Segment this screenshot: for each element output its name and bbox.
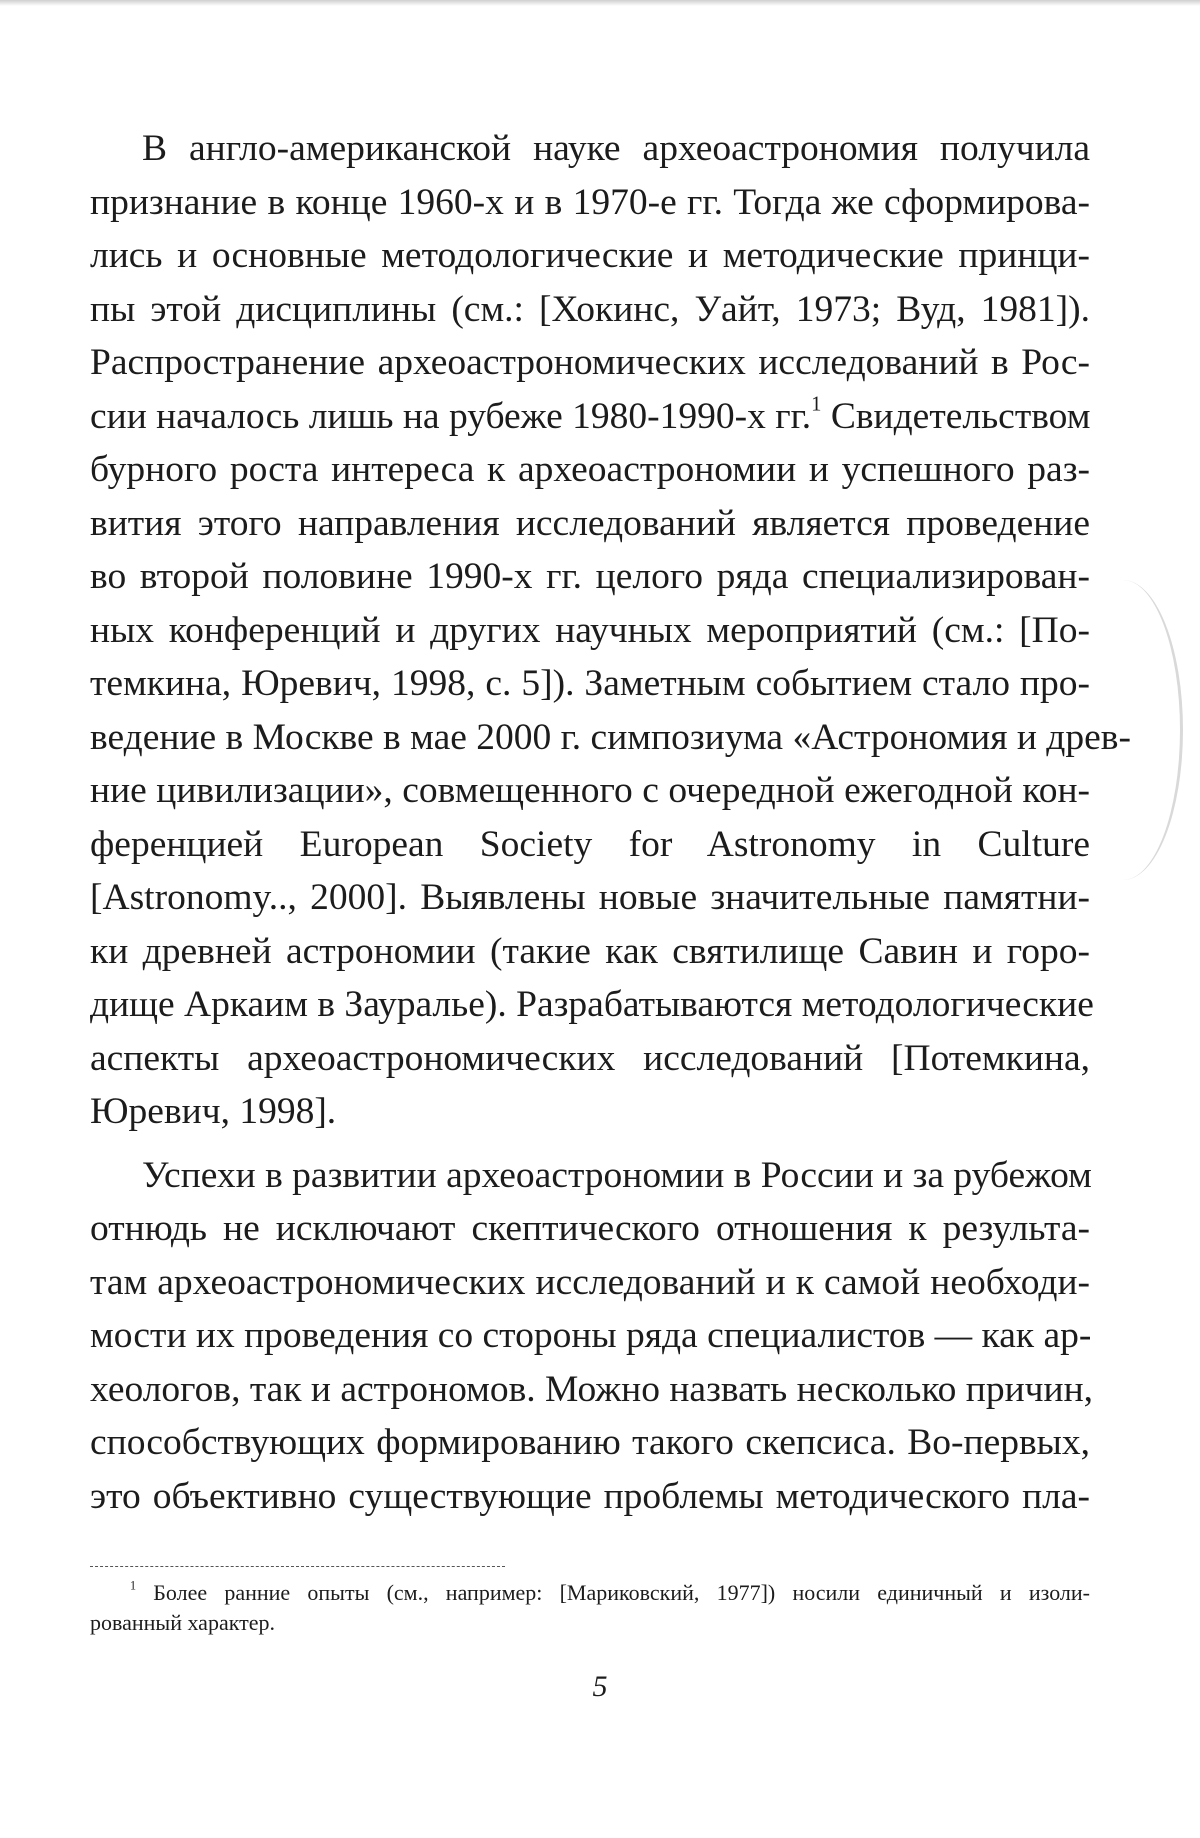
text-segment: сии началось лишь на рубеже 1980-1990-х гг. <box>90 395 812 437</box>
text-line: В англо-американской науке археоастрономия получила <box>142 128 1090 169</box>
text-line: отнюдь не исключают скептического отношения к результа- <box>90 1208 1090 1249</box>
text-line: [Astronomy.., 2000]. Выявлены новые значительные памятни- <box>90 877 1090 918</box>
text-line: ведение в Москве в мае 2000 г. симпозиума «Астрономия и древ- <box>90 716 1131 758</box>
paragraph-1 <box>90 122 1131 1139</box>
text-segment: Свидетельством <box>821 395 1091 437</box>
text-line: способствующих формированию такого скепсиса. Во-первых, <box>90 1422 1090 1463</box>
footnote-divider <box>90 1566 505 1567</box>
text-line: аспекты археоастрономических исследований [Потемкина, <box>90 1037 1090 1079</box>
body-text <box>90 122 1131 1523</box>
text-line: это объективно существующие проблемы методического пла- <box>90 1475 1090 1517</box>
text-line: хеологов, так и астрономов. Можно назвать несколько причин, <box>90 1368 1094 1410</box>
text-line: бурного роста интереса к археоастрономии и успешного раз- <box>90 449 1090 490</box>
text-line: мости их проведения со стороны ряда специалистов — как ар- <box>90 1315 1092 1356</box>
text-line: там археоастрономических исследований и к самой необходи- <box>90 1261 1090 1303</box>
paragraph-2 <box>90 1149 1094 1524</box>
scan-edge <box>0 0 1200 6</box>
text-line: ных конференций и других научных мероприятий (см.: [По- <box>90 609 1090 651</box>
text-line: Юревич, 1998]. <box>90 1091 337 1132</box>
text-line-with-footnote <box>90 390 1090 444</box>
footnote-marker: 1 <box>130 1578 137 1593</box>
page-number: 5 <box>592 1670 608 1703</box>
text-line: лись и основные методологические и методические принци- <box>90 235 1090 276</box>
text-line: Успехи в развитии археоастрономии в России и за рубежом <box>142 1154 1092 1196</box>
footnote-marker: 1 <box>811 392 822 415</box>
footnote-line <box>90 1578 1090 1608</box>
text-line: ференцией European Society for Astronomy in Culture <box>90 823 1090 865</box>
text-line: пы этой дисциплины (см.: [Хокинс, Уайт, 1973; Вуд, 1981]). <box>90 288 1090 330</box>
text-line: ние цивилизации», совмещенного с очередной ежегодной кон- <box>90 770 1090 811</box>
text-line: признание в конце 1960-х и в 1970-е гг. Тогда же сформирова- <box>90 181 1090 223</box>
footnote-text: Более ранние опыты (см., например: [Мариковский, 1977]) носили единичный и изоли- <box>136 1580 1090 1605</box>
text-line: ки древней астрономии (такие как святилище Савин и горо- <box>90 930 1090 972</box>
text-line: дище Аркаим в Зауралье). Разрабатываются методологические <box>90 984 1094 1025</box>
text-line: во второй половине 1990-х гг. целого ряда специализирован- <box>90 556 1090 597</box>
text-line: вития этого направления исследований является проведение <box>90 502 1090 544</box>
text-line: темкина, Юревич, 1998, с. 5]). Заметным событием стало про- <box>90 663 1090 704</box>
text-line: Распространение археоастрономических исследований в Рос- <box>90 342 1090 383</box>
footnote <box>90 1578 1090 1638</box>
footnote-line: рованный характер. <box>90 1610 275 1635</box>
